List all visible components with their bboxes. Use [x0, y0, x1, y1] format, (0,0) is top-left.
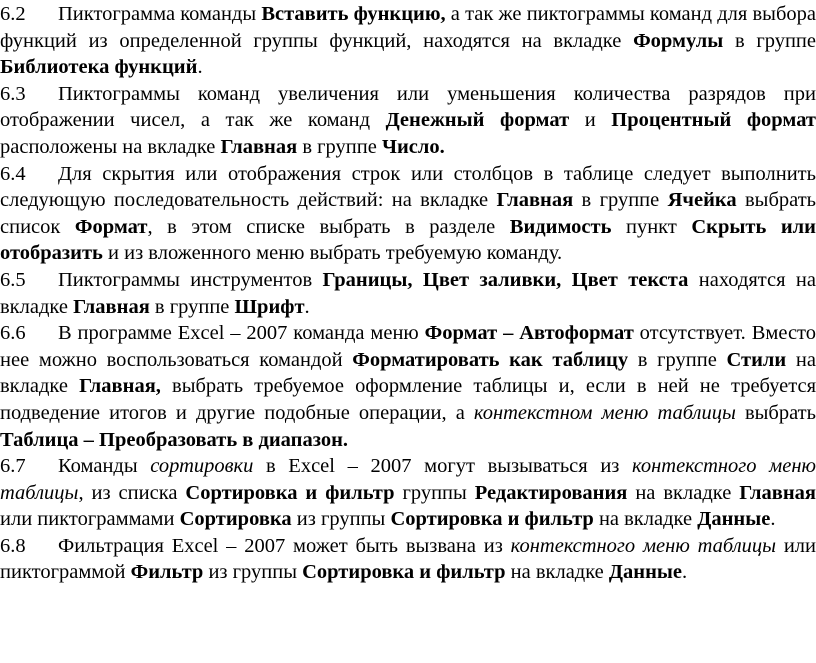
text-run: Пиктограммы инструментов [58, 268, 323, 291]
bold-term: Формат [74, 215, 148, 238]
text-run: Команды [58, 455, 151, 478]
text-run: Пиктограмма команды [58, 3, 262, 25]
text-run: и [569, 109, 612, 132]
text-run: выбрать [735, 401, 816, 424]
text-run: или пиктограммой [0, 534, 816, 584]
paragraph-number: 6.8 [0, 534, 26, 557]
text-run: на вкладке [505, 561, 609, 584]
paragraph-number: 6.6 [0, 322, 26, 345]
text-run: расположены на вкладке [0, 135, 221, 158]
italic-term: контекстного меню таблицы [510, 534, 777, 557]
bold-term: Библиотека функций [0, 56, 198, 79]
bold-term: Главная, [79, 375, 161, 398]
text-run: на вкладке [627, 481, 740, 504]
text-run: в группе [573, 189, 668, 212]
text-run: пункт [611, 215, 692, 238]
paragraph-list [0, 1, 816, 586]
bold-term: Данные [697, 508, 771, 531]
paragraph-number: 6.7 [0, 455, 26, 478]
text-run: на вкладке [593, 508, 698, 531]
paragraph-number: 6.2 [0, 3, 26, 25]
bold-term: Вставить функцию, [261, 3, 446, 25]
bold-term: Видимость [509, 215, 612, 238]
text-run: на вкладке [0, 348, 816, 398]
bold-term: Редактирования [474, 481, 628, 504]
text-run: Для скрытия или отображения строк или столбцов в таблице следует выполнить следующую последовательность действий: на вкладке [0, 162, 816, 212]
text-run: , из списка [78, 481, 186, 504]
text-run: . [770, 508, 776, 531]
paragraph-number: 6.4 [0, 162, 26, 185]
text-run: из группы [291, 508, 391, 531]
bold-term: Денежный формат [385, 109, 570, 132]
paragraph-6-4 [0, 161, 816, 267]
paragraph-6-3 [0, 81, 816, 161]
paragraph-6-8 [0, 533, 816, 586]
italic-term: сортировки [150, 455, 254, 478]
text-run: в группе [723, 29, 816, 52]
bold-term: Главная [73, 295, 150, 318]
paragraph-6-7 [0, 453, 816, 533]
italic-term: контекстном меню таблицы [473, 401, 736, 424]
text-run: . [304, 295, 310, 318]
text-run: выбрать требуемое оформление таблицы и, если в ней не требуется подведение итогов и другие подобные операции, а [0, 375, 816, 424]
bold-term: Форматировать как таблицу [352, 348, 629, 371]
bold-term: Скрыть или отобразить [0, 215, 816, 265]
text-run: выбрать список [0, 189, 816, 238]
paragraph-number: 6.3 [0, 82, 26, 105]
bold-term: Границы, Цвет заливки, Цвет текста [322, 268, 689, 291]
text-run: в группе [628, 348, 727, 371]
bold-term: Число. [381, 135, 445, 158]
text-run: , в этом списке выбрать в разделе [147, 215, 510, 238]
text-run: находятся на вкладке [0, 268, 816, 318]
text-run: Пиктограммы команд увеличения или уменьшения количества разрядов при отображении чисел, а так же команд [0, 82, 816, 132]
bold-term: Данные [608, 561, 682, 584]
text-run: в группе [149, 295, 235, 318]
bold-term: Формат – Автоформат [424, 322, 634, 345]
paragraph-6-2 [0, 1, 816, 81]
bold-term: Сортировка и фильтр [185, 481, 395, 504]
text-run: группы [394, 481, 475, 504]
text-run: в Excel – 2007 могут вызываться из [253, 455, 633, 478]
bold-term: Стили [726, 348, 787, 371]
paragraph-6-6 [0, 320, 816, 453]
bold-term: Формулы [633, 29, 724, 52]
bold-term: Фильтр [130, 561, 204, 584]
bold-term: Ячейка [667, 189, 737, 212]
text-run: . [197, 56, 203, 79]
text-run: из группы [203, 561, 303, 584]
text-run: В программе Excel – 2007 команда меню [58, 322, 425, 345]
bold-term: Шрифт [234, 295, 305, 318]
bold-term: Сортировка и фильтр [302, 561, 506, 584]
italic-term: контекстного меню таблицы [0, 455, 816, 504]
text-run: отсутствует. Вместо нее можно воспользоваться командой [0, 322, 816, 371]
bold-term: Главная [220, 135, 298, 158]
text-run: Фильтрация Excel – 2007 может быть вызвана из [58, 534, 511, 557]
text-run: или пиктограммами [0, 508, 180, 531]
text-run: и из вложенного меню выбрать требуемую команду. [102, 242, 563, 265]
text-run: а так же пиктограммы команд для выбора функций из определенной группы функций, находятся на вкладке [0, 3, 816, 52]
bold-term: Процентный формат [611, 109, 816, 132]
bold-term: Таблица – Преобразовать в диапазон. [0, 428, 349, 451]
text-run: . [682, 561, 688, 584]
text-run: в группе [297, 135, 382, 158]
bold-term: Сортировка и фильтр [390, 508, 594, 531]
bold-term: Главная [496, 189, 574, 212]
paragraph-6-5 [0, 267, 816, 320]
paragraph-number: 6.5 [0, 268, 26, 291]
bold-term: Главная [739, 481, 816, 504]
bold-term: Сортировка [179, 508, 292, 531]
